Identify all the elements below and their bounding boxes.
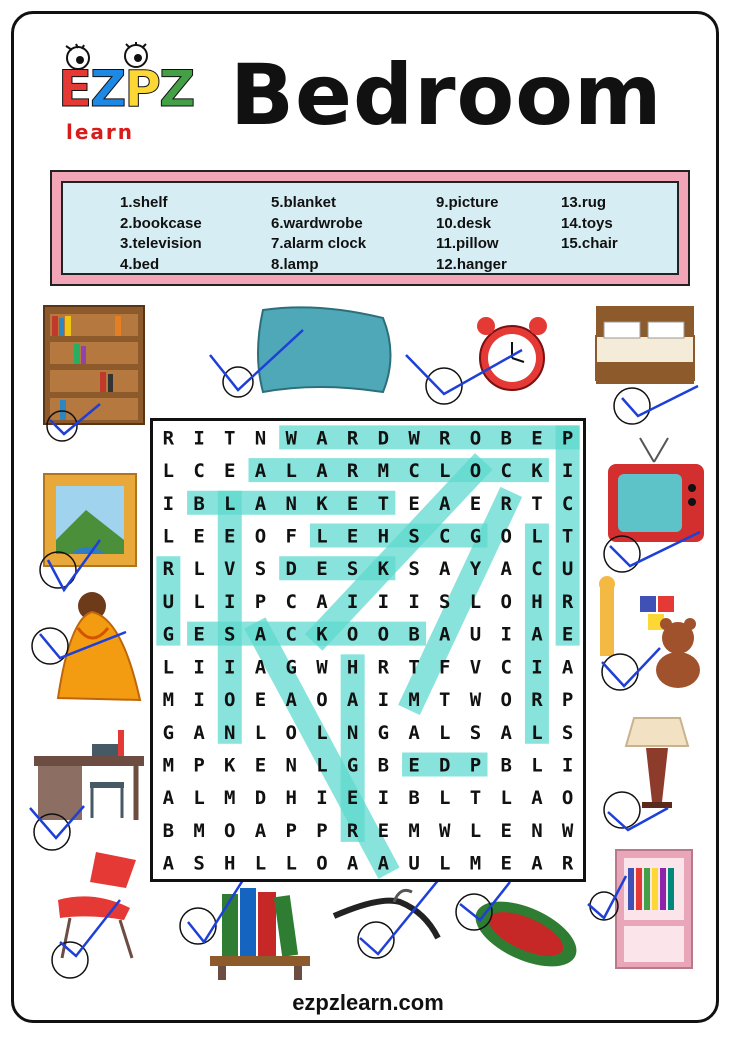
grid-letter[interactable]: R [561, 852, 574, 875]
grid-letter[interactable]: A [439, 558, 451, 581]
grid-letter[interactable]: A [408, 721, 420, 744]
grid-letter[interactable]: O [469, 460, 482, 483]
word-item: 6.wardwrobe [271, 214, 363, 232]
grid-letter[interactable]: O [316, 852, 328, 875]
grid-letter[interactable]: N [285, 754, 297, 777]
grid-letter[interactable]: O [500, 525, 512, 548]
grid-letter[interactable]: E [531, 427, 543, 450]
grid-letter[interactable]: R [162, 427, 175, 450]
grid-letter[interactable]: A [439, 623, 451, 646]
grid-letter[interactable]: A [531, 787, 543, 810]
grid-letter[interactable]: R [500, 492, 512, 515]
grid-letter[interactable]: N [224, 721, 236, 744]
grid-letter[interactable]: R [346, 460, 359, 483]
logo-letter-e: E [58, 60, 91, 118]
grid-letter[interactable]: G [469, 525, 482, 548]
word-item: 10.desk [436, 214, 492, 232]
grid-letter[interactable]: A [561, 656, 574, 679]
word-item: 13.rug [561, 194, 607, 211]
logo-letter-z2: Z [159, 60, 194, 118]
grid-letter[interactable]: L [162, 460, 175, 483]
grid-letter[interactable]: A [500, 558, 512, 581]
grid-letter[interactable]: I [346, 590, 359, 613]
grid-letter[interactable]: G [162, 721, 175, 744]
word-item: 9.picture [436, 194, 499, 211]
grid-letter[interactable]: A [316, 460, 328, 483]
grid-letter[interactable]: E [346, 787, 359, 810]
grid-letter[interactable]: C [439, 525, 451, 548]
grid-letter[interactable]: V [224, 558, 236, 581]
grid-letter[interactable]: A [531, 623, 543, 646]
word-search-grid[interactable] [150, 418, 586, 882]
grid-letter[interactable]: I [500, 623, 512, 646]
word-search-svg[interactable] [153, 421, 583, 879]
grid-letter[interactable]: E [224, 460, 236, 483]
grid-letter[interactable]: I [193, 689, 205, 712]
grid-letter[interactable]: M [224, 787, 236, 810]
grid-letter[interactable]: G [346, 754, 359, 777]
grid-letter[interactable]: Y [469, 558, 482, 581]
grid-letter[interactable]: A [254, 819, 267, 842]
word-list-box [50, 170, 690, 286]
grid-letter[interactable]: L [193, 558, 205, 581]
grid-letter[interactable]: A [254, 623, 267, 646]
grid-letter[interactable]: A [377, 852, 390, 875]
desk-picture[interactable] [28, 726, 148, 856]
grid-letter[interactable]: S [469, 721, 482, 744]
grid-letter[interactable]: I [408, 590, 420, 613]
word-item: 15.chair [561, 235, 618, 252]
word-item: 3.television [120, 235, 202, 252]
grid-letter[interactable]: E [193, 623, 205, 646]
hanger-picture[interactable] [330, 876, 450, 980]
grid-letter[interactable]: K [377, 558, 390, 581]
grid-letter[interactable]: A [439, 492, 451, 515]
grid-letter[interactable]: U [561, 558, 574, 581]
grid-letter[interactable]: W [285, 427, 297, 450]
grid-letter[interactable]: M [162, 754, 175, 777]
grid-letter[interactable]: I [193, 656, 205, 679]
grid-letter[interactable]: L [193, 787, 205, 810]
grid-letter[interactable]: R [439, 427, 451, 450]
grid-letter[interactable]: E [254, 754, 267, 777]
grid-letter[interactable]: A [254, 460, 267, 483]
word-item: 12.hanger [436, 255, 507, 273]
grid-letter[interactable]: C [561, 492, 574, 515]
grid-letter[interactable]: P [316, 819, 328, 842]
grid-letter[interactable]: U [469, 623, 482, 646]
grid-letter[interactable]: G [285, 656, 297, 679]
grid-letter[interactable]: E [254, 689, 267, 712]
grid-letter[interactable]: C [285, 590, 297, 613]
grid-letter[interactable]: L [316, 721, 328, 744]
grid-letter[interactable]: E [346, 492, 359, 515]
grid-letter[interactable]: W [316, 656, 328, 679]
grid-letter[interactable]: I [561, 460, 574, 483]
grid-letter[interactable]: I [162, 492, 175, 515]
grid-letter[interactable]: C [500, 460, 512, 483]
grid-letter[interactable]: A [162, 852, 175, 875]
word-item: 11.pillow [436, 235, 499, 252]
page-title: Bedroom [230, 46, 663, 144]
grid-letter[interactable]: I [224, 590, 236, 613]
logo-letter-p: P [124, 60, 160, 118]
grid-letter[interactable]: K [531, 460, 543, 483]
grid-letter[interactable]: E [500, 819, 512, 842]
grid-letter[interactable]: W [469, 689, 482, 712]
grid-letter[interactable]: T [561, 525, 574, 548]
grid-letter[interactable]: S [224, 623, 236, 646]
alarm-clock-picture[interactable] [402, 310, 562, 410]
grid-letter[interactable]: I [193, 427, 205, 450]
grid-letter[interactable]: I [316, 787, 328, 810]
grid-letter[interactable]: A [193, 721, 205, 744]
word-column-3 [436, 193, 507, 275]
toys-picture[interactable] [596, 576, 710, 694]
grid-letter[interactable]: L [193, 590, 205, 613]
word-item: 2.bookcase [120, 214, 202, 232]
grid-letter[interactable]: T [439, 689, 451, 712]
grid-letter[interactable]: L [531, 754, 543, 777]
grid-letter[interactable]: W [439, 819, 451, 842]
wardrobe-picture[interactable] [586, 846, 704, 976]
grid-letter[interactable]: T [408, 656, 420, 679]
grid-letter[interactable]: R [346, 427, 359, 450]
grid-letter[interactable]: O [469, 427, 482, 450]
grid-letter[interactable]: L [439, 852, 451, 875]
grid-letter[interactable]: T [377, 492, 390, 515]
grid-letter[interactable]: A [162, 787, 175, 810]
grid-letter[interactable]: F [439, 656, 451, 679]
grid-letter[interactable]: E [408, 492, 420, 515]
grid-letter[interactable]: G [162, 623, 175, 646]
grid-letter[interactable]: T [224, 427, 236, 450]
bookcase-picture[interactable] [172, 870, 322, 986]
grid-letter[interactable]: S [561, 721, 574, 744]
grid-letter[interactable]: L [162, 656, 175, 679]
word-item: 7.alarm clock [271, 235, 367, 252]
lamp-picture[interactable] [598, 712, 706, 842]
grid-letter[interactable]: O [254, 525, 267, 548]
grid-letter[interactable]: F [285, 525, 297, 548]
grid-letter[interactable]: T [469, 787, 482, 810]
grid-letter[interactable]: M [469, 852, 482, 875]
grid-letter[interactable]: L [162, 525, 175, 548]
grid-letter[interactable]: C [531, 558, 543, 581]
grid-letter[interactable]: R [346, 819, 359, 842]
grid-letter[interactable]: B [408, 623, 420, 646]
grid-letter[interactable]: U [162, 590, 175, 613]
grid-letter[interactable]: A [346, 689, 359, 712]
grid-letter[interactable]: S [408, 558, 420, 581]
grid-letter[interactable]: L [500, 787, 512, 810]
grid-letter[interactable]: M [162, 689, 175, 712]
grid-letter[interactable]: A [500, 721, 512, 744]
grid-letter[interactable]: G [377, 721, 390, 744]
grid-letter[interactable]: B [408, 787, 420, 810]
word-column-4 [561, 193, 618, 255]
grid-letter[interactable]: P [469, 754, 482, 777]
grid-letter[interactable]: E [377, 819, 390, 842]
grid-letter[interactable]: P [193, 754, 205, 777]
grid-letter[interactable]: L [439, 721, 451, 744]
grid-letter[interactable]: P [561, 689, 574, 712]
grid-letter[interactable]: E [561, 623, 574, 646]
grid-letter[interactable]: O [346, 623, 359, 646]
grid-letter[interactable]: B [193, 492, 205, 515]
grid-letter[interactable]: K [316, 623, 328, 646]
grid-letter[interactable]: B [500, 754, 512, 777]
shelf-picture[interactable] [40, 302, 148, 442]
bed-picture[interactable] [590, 302, 702, 432]
grid-letter[interactable]: A [531, 852, 543, 875]
ezpz-logo [58, 42, 198, 142]
grid-letter[interactable]: R [561, 590, 574, 613]
grid-letter[interactable]: A [254, 656, 267, 679]
rug-picture[interactable] [452, 880, 584, 980]
grid-letter[interactable]: M [193, 819, 205, 842]
grid-letter[interactable]: L [469, 819, 482, 842]
logo-letters [58, 60, 194, 118]
grid-letter[interactable]: S [254, 558, 267, 581]
grid-letter[interactable]: L [285, 852, 297, 875]
grid-letter[interactable]: L [316, 525, 328, 548]
grid-letter[interactable]: P [254, 590, 267, 613]
grid-letter[interactable]: L [316, 754, 328, 777]
logo-subtext: learn [66, 120, 135, 144]
grid-letter[interactable]: N [346, 721, 359, 744]
grid-letter[interactable]: T [531, 492, 543, 515]
grid-letter[interactable]: C [408, 460, 420, 483]
grid-letter[interactable]: I [377, 787, 390, 810]
grid-letter[interactable]: N [254, 427, 267, 450]
grid-letter[interactable]: E [224, 525, 236, 548]
chair-picture[interactable] [40, 846, 150, 982]
grid-letter[interactable]: O [224, 819, 236, 842]
grid-letter[interactable]: S [439, 590, 451, 613]
grid-letter[interactable]: H [377, 525, 390, 548]
pillow-picture[interactable] [208, 300, 400, 400]
word-item: 4.bed [120, 255, 160, 273]
grid-letter[interactable]: E [316, 558, 328, 581]
grid-letter[interactable]: O [561, 787, 574, 810]
grid-letter[interactable]: V [469, 656, 482, 679]
grid-letter[interactable]: S [408, 525, 420, 548]
word-item: 1.shelf [120, 194, 168, 211]
grid-letter[interactable]: W [408, 427, 420, 450]
grid-letter[interactable]: D [285, 558, 297, 581]
grid-letter[interactable]: H [531, 590, 543, 613]
grid-letter[interactable]: P [561, 427, 574, 450]
grid-letter[interactable]: M [408, 689, 420, 712]
footer-website: ezpzlearn.com [292, 990, 444, 1015]
grid-letter[interactable]: H [224, 852, 236, 875]
grid-letter[interactable]: M [408, 819, 420, 842]
grid-letter[interactable]: N [285, 492, 297, 515]
grid-letter[interactable]: E [469, 492, 482, 515]
grid-letter[interactable]: H [285, 787, 297, 810]
grid-letter[interactable]: M [377, 460, 390, 483]
grid-letter[interactable]: C [285, 623, 297, 646]
grid-letter[interactable]: K [224, 754, 236, 777]
grid-letter[interactable]: B [162, 819, 175, 842]
grid-letter[interactable]: S [346, 558, 359, 581]
grid-letter[interactable]: L [439, 787, 451, 810]
grid-letter[interactable]: N [531, 819, 543, 842]
grid-letter[interactable]: O [500, 689, 512, 712]
grid-letter[interactable]: A [316, 427, 328, 450]
grid-letter[interactable]: O [285, 721, 297, 744]
grid-letter[interactable]: L [531, 721, 543, 744]
grid-letter[interactable]: P [285, 819, 297, 842]
word-item: 14.toys [561, 214, 613, 232]
grid-letter[interactable]: A [285, 689, 297, 712]
word-column-1 [120, 193, 202, 275]
grid-letter[interactable]: S [193, 852, 205, 875]
grid-letter[interactable]: W [561, 819, 574, 842]
grid-letter[interactable]: L [469, 590, 482, 613]
grid-letter[interactable]: A [346, 852, 359, 875]
grid-letter[interactable]: L [254, 852, 267, 875]
grid-letter[interactable]: E [346, 525, 359, 548]
grid-letter[interactable]: B [500, 427, 512, 450]
grid-letter[interactable]: I [531, 656, 543, 679]
grid-letter[interactable]: R [377, 656, 390, 679]
grid-letter[interactable]: D [254, 787, 267, 810]
grid-letter[interactable]: L [254, 721, 267, 744]
grid-letter[interactable]: C [500, 656, 512, 679]
grid-letter[interactable]: L [285, 460, 297, 483]
grid-letter[interactable]: E [500, 852, 512, 875]
grid-letter[interactable]: B [377, 754, 390, 777]
grid-letter[interactable]: D [377, 427, 390, 450]
grid-letter[interactable]: R [162, 558, 175, 581]
word-item: 5.blanket [271, 194, 337, 211]
word-list-inner [61, 181, 679, 275]
grid-letter[interactable]: O [377, 623, 390, 646]
grid-letter[interactable]: L [531, 525, 543, 548]
grid-letter[interactable]: U [408, 852, 420, 875]
grid-letter[interactable]: H [346, 656, 359, 679]
grid-letter[interactable]: A [254, 492, 267, 515]
grid-letter[interactable]: R [531, 689, 543, 712]
grid-letter[interactable]: I [224, 656, 236, 679]
grid-letter[interactable]: O [316, 689, 328, 712]
grid-letter[interactable]: I [377, 590, 390, 613]
grid-letter[interactable]: L [439, 460, 451, 483]
logo-letter-z: Z [90, 60, 125, 118]
grid-letter[interactable]: O [224, 689, 236, 712]
word-column-2 [271, 193, 366, 275]
grid-letter[interactable]: A [316, 590, 328, 613]
grid-letter[interactable]: O [500, 590, 512, 613]
television-picture[interactable] [600, 436, 710, 576]
grid-letter[interactable]: E [193, 525, 205, 548]
blanket-picture[interactable] [30, 588, 148, 714]
grid-letter[interactable]: K [316, 492, 328, 515]
grid-letter[interactable]: L [224, 492, 236, 515]
grid-letter[interactable]: I [561, 754, 574, 777]
grid-letter[interactable]: I [377, 689, 390, 712]
grid-letter[interactable]: D [439, 754, 451, 777]
grid-letter[interactable]: C [193, 460, 205, 483]
picture-frame-picture[interactable] [36, 470, 146, 596]
word-item: 8.lamp [271, 255, 319, 273]
grid-letter[interactable]: E [408, 754, 420, 777]
